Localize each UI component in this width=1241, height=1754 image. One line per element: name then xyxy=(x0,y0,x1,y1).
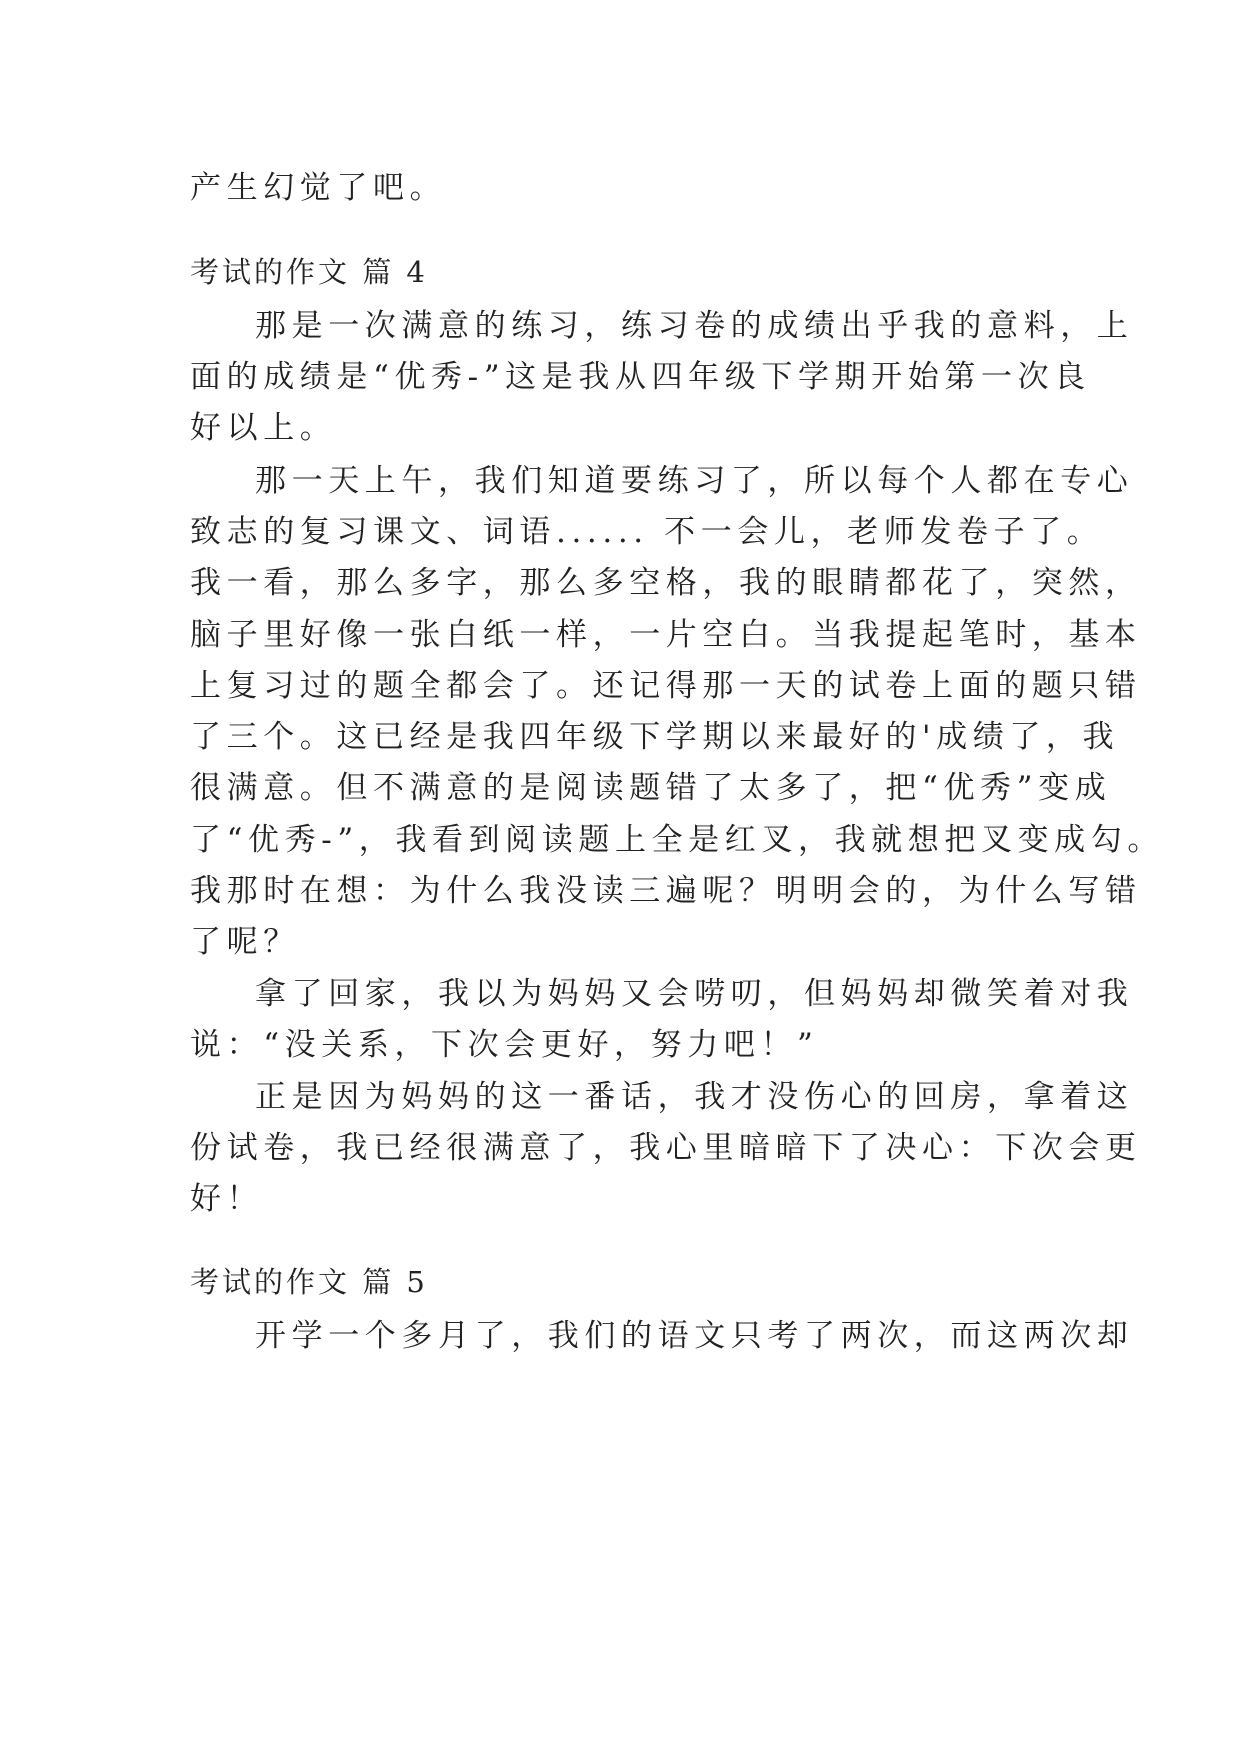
text-line: 了“优秀-”，我看到阅读题上全是红叉，我就想把叉变成勾。 xyxy=(190,822,1164,858)
section-heading-4: 考试的作文 篇 4 xyxy=(190,255,428,289)
text-line: 份试卷，我已经很满意了，我心里暗暗下了决心：下次会更 xyxy=(190,1130,1142,1166)
text-line: 上复习过的题全都会了。还记得那一天的试卷上面的题只错 xyxy=(190,668,1142,704)
section-heading-5: 考试的作文 篇 5 xyxy=(190,1265,428,1299)
text-line: 说：“没关系，下次会更好，努力吧！” xyxy=(190,1027,819,1063)
text-line: 面的成绩是“优秀-”这是我从四年级下学期开始第一次良 xyxy=(190,359,1091,395)
text-line: 很满意。但不满意的是阅读题错了太多了，把“优秀”变成 xyxy=(190,770,1112,806)
text-line: 拿了回家，我以为妈妈又会唠叨，但妈妈却微笑着对我 xyxy=(255,976,1134,1012)
text-line: 正是因为妈妈的这一番话，我才没伤心的回房，拿着这 xyxy=(255,1079,1134,1115)
text-line: 那是一次满意的练习，练习卷的成绩出乎我的意料，上 xyxy=(255,308,1134,344)
text-line: 了三个。这已经是我四年级下学期以来最好的'成绩了，我 xyxy=(190,719,1120,755)
text-line: 开学一个多月了，我们的语文只考了两次，而这两次却 xyxy=(255,1318,1134,1354)
text-line: 那一天上午，我们知道要练习了，所以每个人都在专心 xyxy=(255,463,1134,499)
text-line: 产生幻觉了吧。 xyxy=(190,170,447,206)
text-line: 了呢？ xyxy=(190,924,300,960)
text-line: 我那时在想：为什么我没读三遍呢？明明会的，为什么写错 xyxy=(190,873,1142,909)
text-line: 脑子里好像一张白纸一样，一片空白。当我提起笔时，基本 xyxy=(190,617,1142,653)
text-line: 我一看，那么多字，那么多空格，我的眼睛都花了，突然， xyxy=(190,565,1142,601)
text-line: 致志的复习课文、词语...... 不一会儿，老师发卷子了。 xyxy=(190,514,1104,550)
text-line: 好！ xyxy=(190,1181,264,1217)
text-line: 好以上。 xyxy=(190,410,337,446)
